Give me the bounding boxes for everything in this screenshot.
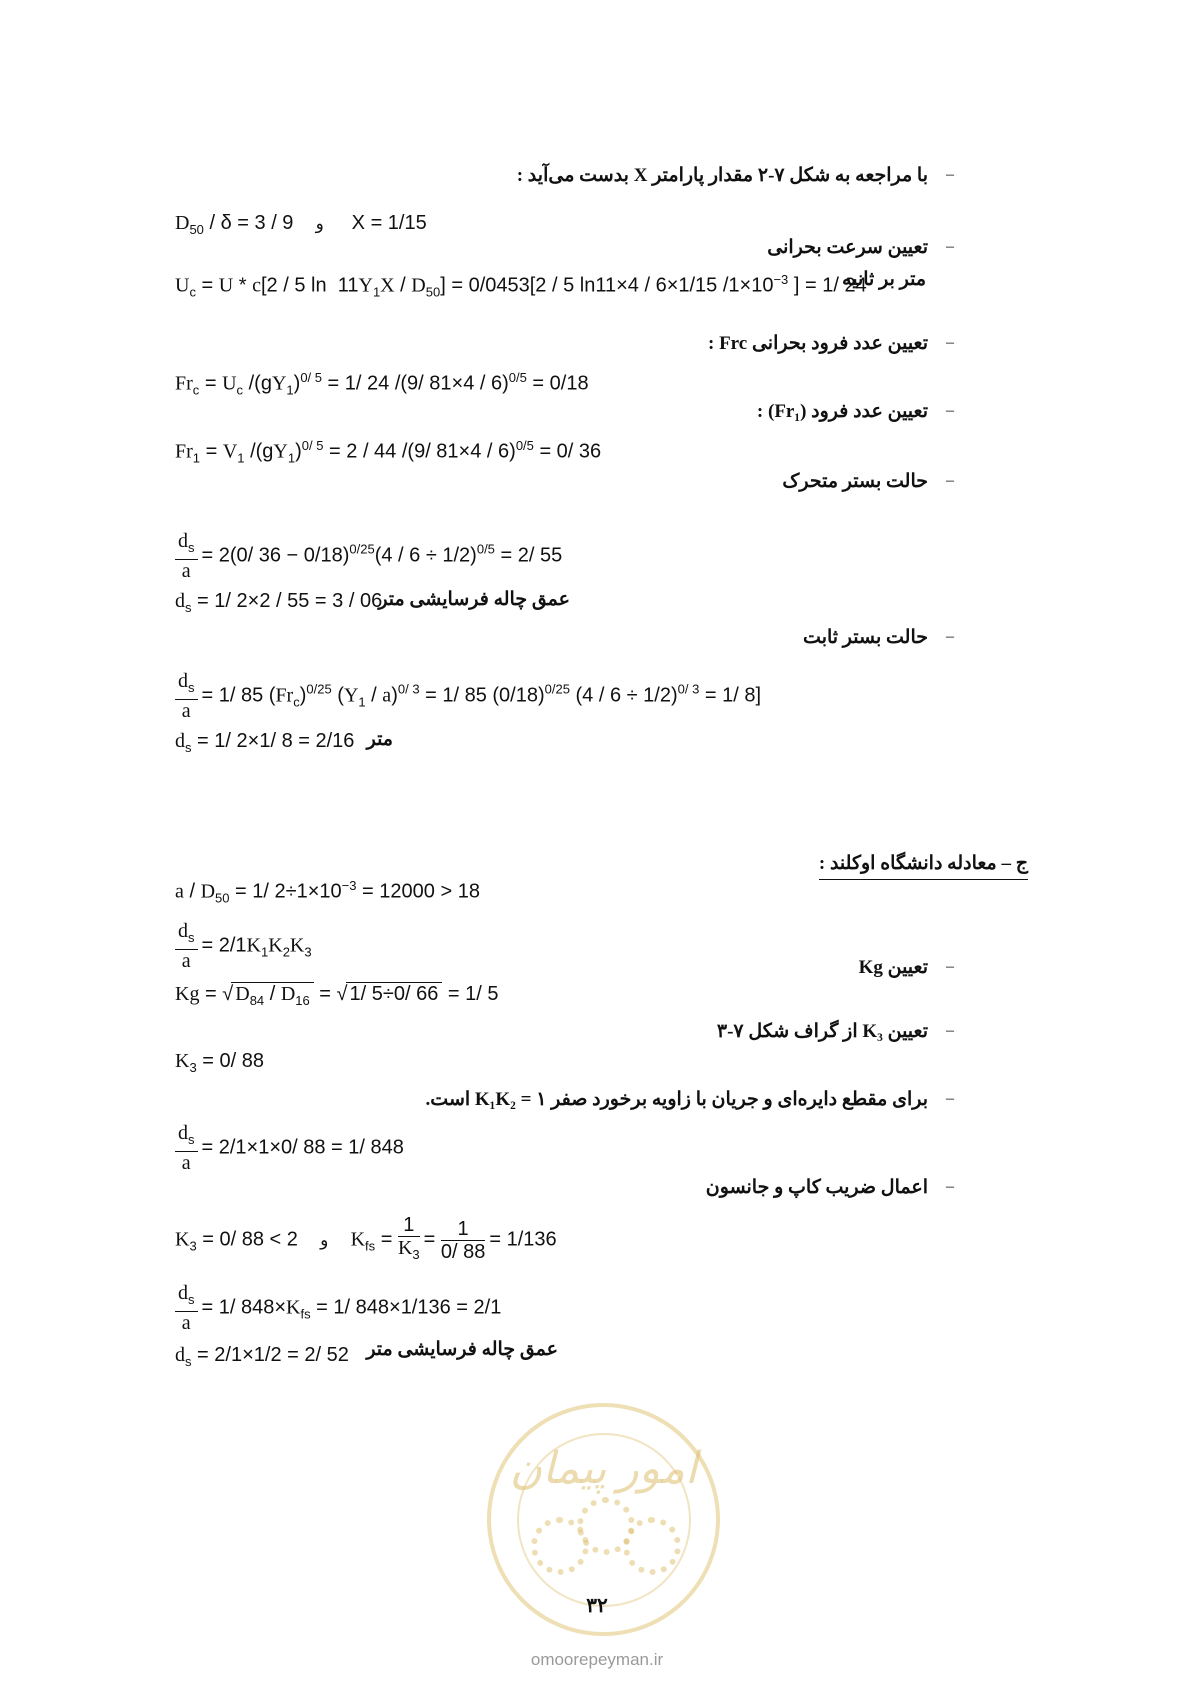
equation: $d_s = 1/$ 2×1/ 8 = 2/16 xyxy=(175,730,355,755)
text-line: عمق چاله فرسایشی متر xyxy=(378,589,570,610)
bullet: – xyxy=(946,472,954,489)
and-word: و xyxy=(320,1230,329,1251)
watermark-site: omoorepeyman.ir xyxy=(530,1650,664,1669)
equation: $D_{50} / \delta = 3 / 9$ و X = 1/15 xyxy=(175,212,427,237)
text-line: تعیین K₃ از گراف شکل ۷-۳ xyxy=(716,1021,928,1042)
text-line: تعیین Kg xyxy=(858,957,928,978)
equation: $Fr_1 = V_1$ $/(gY_1)^{0/ 5} = 2 / 44$ /(9/ 81×4 / 6)$^{0/5}$ = 0/ 36 xyxy=(175,438,602,466)
text-line: حالت بستر متحرک xyxy=(782,471,928,492)
page-number: ۳۲ xyxy=(586,1595,608,1617)
text-line: برای مقطع دایره‌ای و جریان با زاویه برخورد صفر ۱ = K₁K₂ است. xyxy=(425,1089,928,1110)
section-heading: ج – معادله دانشگاه اوکلند : xyxy=(819,852,1028,880)
equation: $d_s = 2/1\times 1/2 = 2/$ 52 xyxy=(175,1344,349,1369)
seal-logo-text: امور پیمان xyxy=(509,1444,698,1493)
equation: $d_s = 1/$ 2×2 / 55 = 3 / 06 xyxy=(175,590,383,615)
bullet: – xyxy=(946,628,954,645)
and-word: و xyxy=(315,214,324,234)
bullet: – xyxy=(946,1090,954,1107)
equation: Kg = √ $D_{84} / D_{16}$ = √ 1/ 5÷0/ 66 = 1/ 5 xyxy=(175,983,499,1008)
equation: $\frac{d_s}{a}$ = 2(0/ $36 - 0/18)^{0/25}(4 / 6 \div 1/2)^{0/5} = 2/$ 55 xyxy=(175,530,562,582)
text-line: عمق چاله فرسایشی متر xyxy=(366,1339,558,1360)
text-line: متر بر ثانیه xyxy=(842,269,926,290)
equation: $\frac{d_s}{a}$ = $2/1K_1K_2K_3$ xyxy=(175,920,312,972)
bullet: – xyxy=(946,334,954,351)
bullet: – xyxy=(946,958,954,975)
bullet: – xyxy=(946,238,954,255)
equation: $a / D_{50} = 1/$ $2\div 1\times 10^{-3} = 12000 > 18$ xyxy=(175,878,480,906)
bullet: – xyxy=(946,166,954,183)
text-line: تعیین عدد فرود (Fr₁) : xyxy=(756,401,928,422)
gear-icon xyxy=(623,1517,681,1575)
text-line: اعمال ضریب کاپ و جانسون xyxy=(705,1177,928,1198)
equation: $K_3 = 0/$ 88 xyxy=(175,1050,264,1075)
equation: $K_3 = 0/$ 88 < 2 و $K_{fs}$ = $\frac{1}{K_3}$ = $\frac{1}{0/ 88}$ = 1/136 xyxy=(175,1214,557,1263)
text-line: متر xyxy=(366,729,393,750)
equation: $Fr_c = U_c$ $/(gY_1)^{0/ 5} = 1/$ 24 /(9/ 81×4 / 6)$^{0/5}$ = 0/18 xyxy=(175,370,589,398)
text-line: حالت بستر ثابت xyxy=(803,627,928,648)
equation: $\frac{d_s}{a}$ = 2/1×1×0/ 88 = 1/ 848 xyxy=(175,1122,404,1174)
bullet: – xyxy=(946,402,954,419)
text-line: تعیین سرعت بحرانی xyxy=(767,237,928,258)
text-line: تعیین عدد فرود بحرانی Frc : xyxy=(707,333,928,354)
bullet: – xyxy=(946,1022,954,1039)
equation: $\frac{d_s}{a}$ = 1/ $848\times K_{fs} = 1/$ 848×1/136 = 2/1 xyxy=(175,1282,501,1334)
equation: $\frac{d_s}{a}$ = 1/ 85 $(Fr_c)^{0/25}$ $(Y_1 / a)^{0/ 3} = 1/$ 85 $(0/18)^{0/25}$ $(4 / 6 \div 1/2)^{0/ 3} = 1/$ 8] xyxy=(175,670,761,722)
equation: $U_c = U * c[2 / 5$ $\ln 11Y_1X / D_{50}] = 0/0453[2 / 5$ ln11×4 / 6×1/15 $/1\times 10^{-3}$ ] = 1/ 24 xyxy=(175,272,867,300)
bullet: – xyxy=(946,1178,954,1195)
text-line: با مراجعه به شکل ۷-۲ مقدار پارامتر X بدست می‌آید : xyxy=(516,165,928,186)
